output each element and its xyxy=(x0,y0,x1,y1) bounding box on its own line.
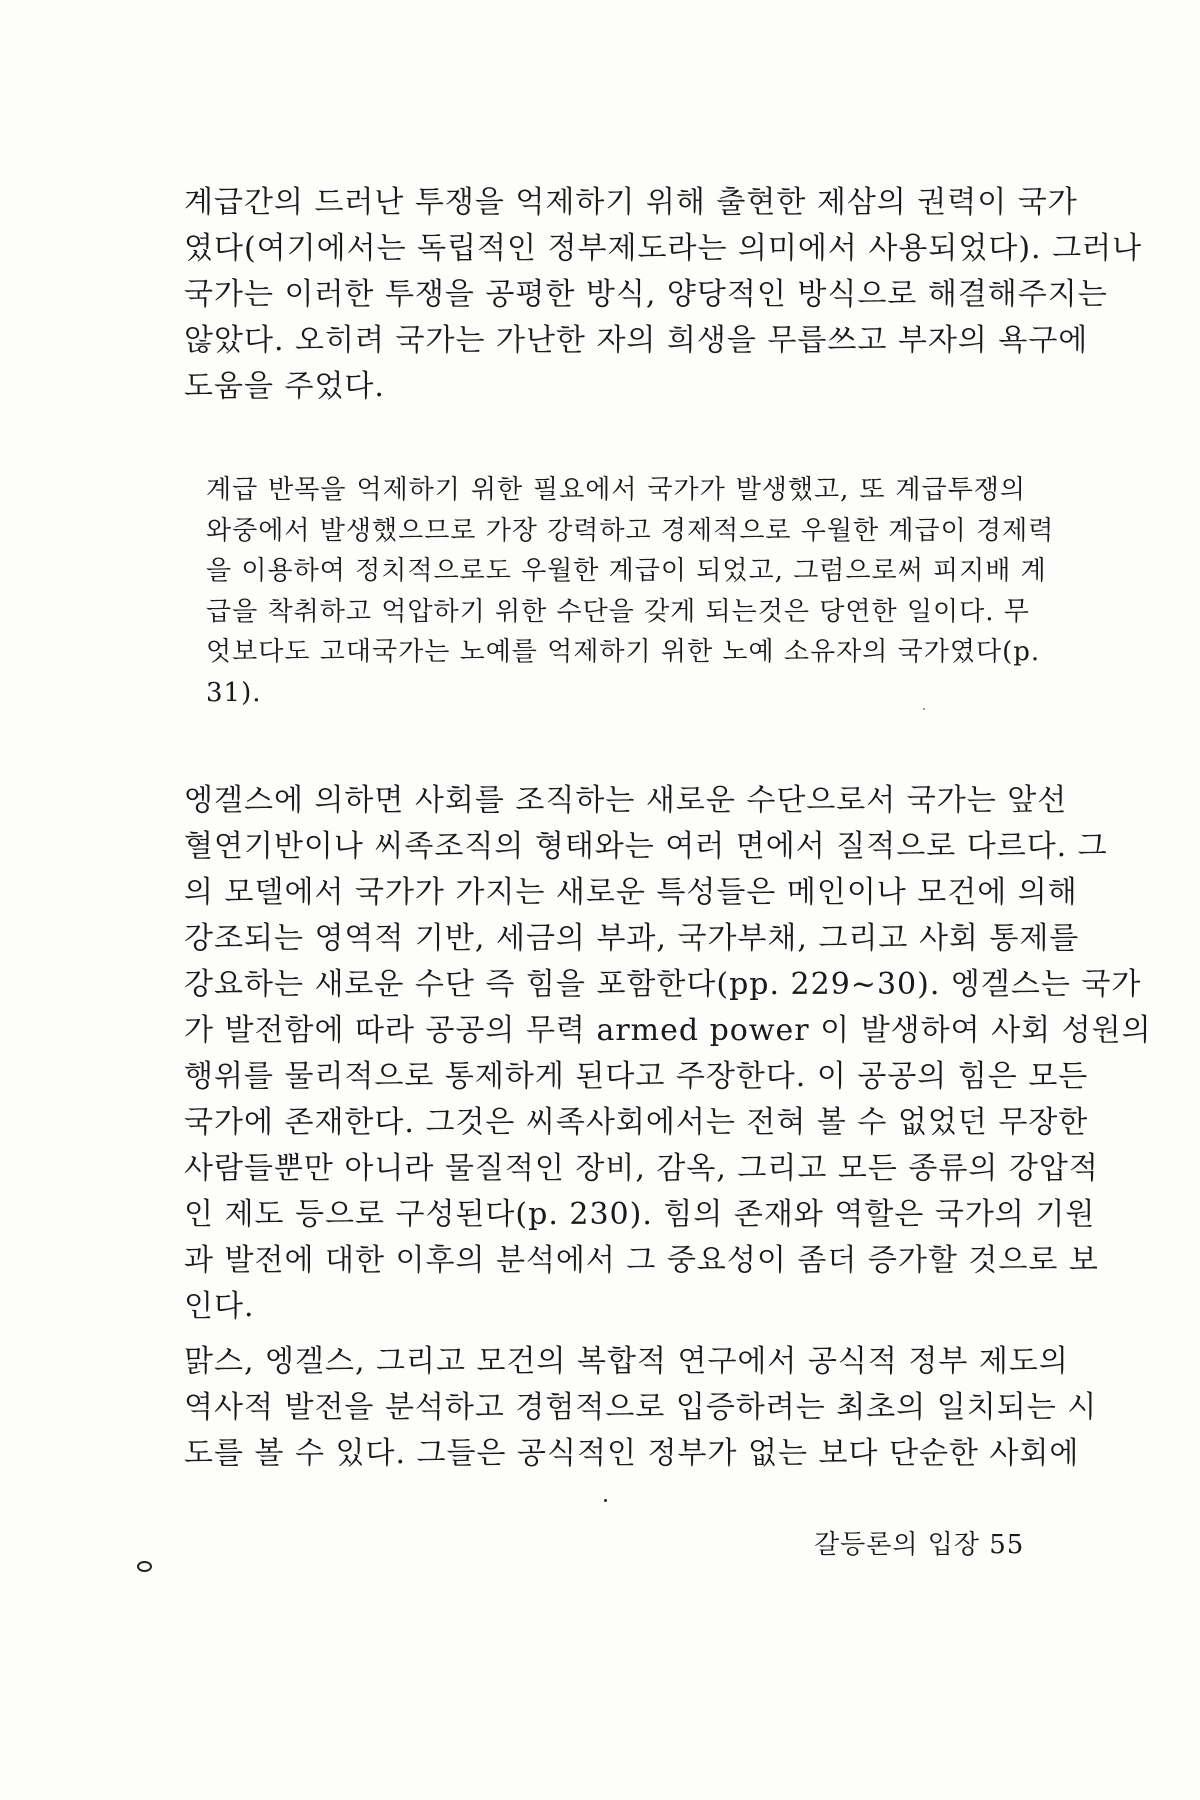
text-line: 였다(여기에서는 독립적인 정부제도라는 의미에서 사용되었다). 그러나 xyxy=(184,231,1143,266)
text-line: 국가에 존재한다. 그것은 씨족사회에서는 전혀 볼 수 없었던 무장한 xyxy=(184,1105,1089,1140)
text-line: 강요하는 새로운 수단 즉 힘을 포함한다(pp. 229~30). 엥겔스는 국가 xyxy=(184,967,1142,1002)
text-line: 인다. xyxy=(184,1289,255,1324)
text-line: 인 제도 등으로 구성된다(p. 230). 힘의 존재와 역할은 국가의 기원 xyxy=(184,1197,1096,1232)
quote-line: 엇보다도 고대국가는 노예를 억제하기 위한 노예 소유자의 국가였다(p. xyxy=(206,637,1041,667)
text-line: 않았다. 오히려 국가는 가난한 자의 희생을 무릅쓰고 부자의 욕구에 xyxy=(184,323,1089,358)
text-line: 강조되는 영역적 기반, 세금의 부과, 국가부채, 그리고 사회 통제를 xyxy=(184,921,1080,956)
text-line: 혈연기반이나 씨족조직의 형태와는 여러 면에서 질적으로 다르다. 그 xyxy=(184,829,1108,864)
ink-speck xyxy=(604,1499,607,1502)
page-number: 55 xyxy=(989,1530,1025,1560)
text-line: 의 모델에서 국가가 가지는 새로운 특성들은 메인이나 모건에 의해 xyxy=(184,875,1078,910)
quote-line: 계급 반목을 억제하기 위한 필요에서 국가가 발생했고, 또 계급투쟁의 xyxy=(206,475,1026,505)
quote-line: 을 이용하여 정치적으로도 우월한 계급이 되었고, 그럼으로써 피지배 계 xyxy=(206,556,1047,586)
quote-line: 급을 착취하고 억압하기 위한 수단을 갖게 되는것은 당연한 일이다. 무 xyxy=(206,596,1030,627)
text-line: 엥겔스에 의하면 사회를 조직하는 새로운 수단으로서 국가는 앞선 xyxy=(184,783,1068,818)
text-line: 도를 볼 수 있다. 그들은 공식적인 정부가 없는 보다 단순한 사회에 xyxy=(184,1436,1080,1471)
text-line: 도움을 주었다. xyxy=(184,369,385,404)
ink-mark xyxy=(137,1561,152,1572)
text-line: 맑스, 엥겔스, 그리고 모건의 복합적 연구에서 공식적 정부 제도의 xyxy=(184,1344,1069,1379)
block-quote xyxy=(206,470,1055,713)
ink-speck xyxy=(923,708,925,710)
text-line: 사람들뿐만 아니라 물질적인 장비, 감옥, 그리고 모든 종류의 강압적 xyxy=(184,1151,1099,1186)
quote-line: 와중에서 발생했으므로 가장 강력하고 경제적으로 우월한 계급이 경제력 xyxy=(206,515,1055,546)
text-line: 국가는 이러한 투쟁을 공평한 방식, 양당적인 방식으로 해결해주지는 xyxy=(184,277,1108,312)
text-line: 행위를 물리적으로 통제하게 된다고 주장한다. 이 공공의 힘은 모든 xyxy=(184,1059,1089,1094)
text-line: 역사적 발전을 분석하고 경험적으로 입증하려는 최초의 일치되는 시 xyxy=(184,1390,1098,1425)
running-head: 갈등론의 입장 xyxy=(814,1530,980,1560)
text-line: 가 발전함에 따라 공공의 무력 armed power 이 발생하여 사회 성원의 xyxy=(184,1013,1152,1048)
text-line: 계급간의 드러난 투쟁을 억제하기 위해 출현한 제삼의 권력이 국가 xyxy=(184,185,1078,220)
paragraph-3 xyxy=(184,1339,1098,1477)
quote-line: 31). xyxy=(206,677,262,708)
text-line: 과 발전에 대한 이후의 분석에서 그 중요성이 좀더 증가할 것으로 보 xyxy=(184,1243,1099,1278)
page-footer xyxy=(814,1528,1024,1562)
paragraph-1 xyxy=(184,180,1143,410)
paragraph-2 xyxy=(184,778,1152,1330)
